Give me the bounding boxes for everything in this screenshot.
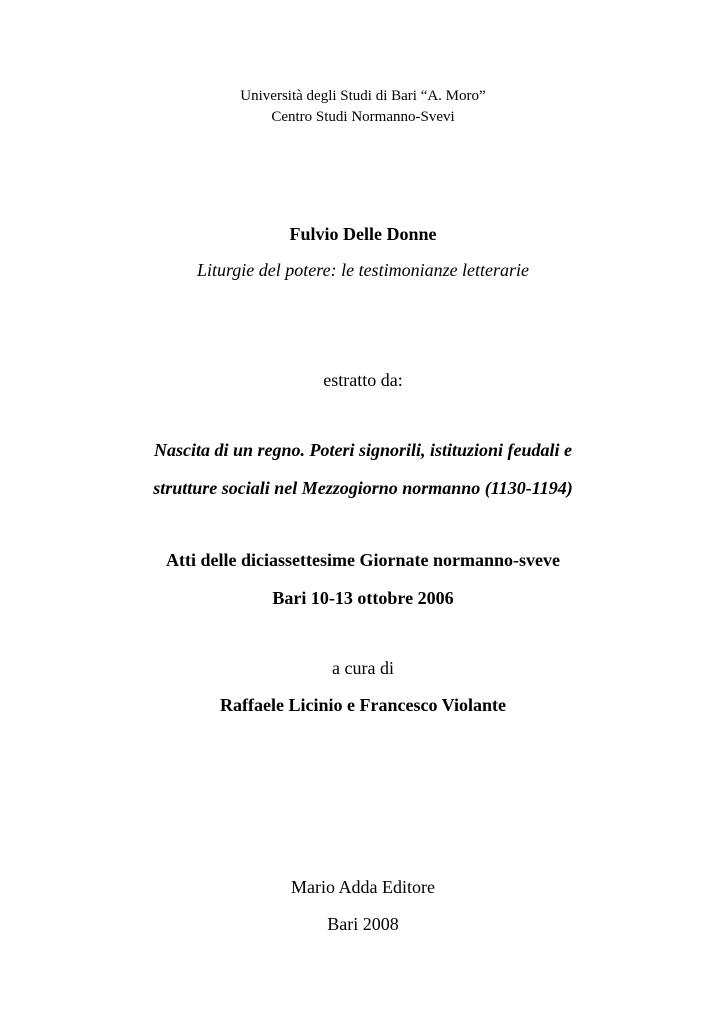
book-title-line-2: strutture sociali nel Mezzogiorno normanno (1130-1194): [153, 478, 573, 498]
extract-label: estratto da:: [323, 370, 403, 390]
research-centre-name: Centro Studi Normanno-Svevi: [271, 109, 455, 125]
proceedings-title: Atti delle diciassettesime Giornate normanno-sveve: [166, 550, 560, 570]
publication-place-year: Bari 2008: [327, 914, 399, 934]
conference-dates: Bari 10-13 ottobre 2006: [272, 588, 454, 608]
editors-names: Raffaele Licinio e Francesco Violante: [220, 695, 506, 715]
editors-label: a cura di: [332, 658, 394, 678]
university-name: Università degli Studi di Bari “A. Moro”: [240, 88, 486, 104]
book-title-line-1: Nascita di un regno. Poteri signorili, istituzioni feudali e: [153, 440, 573, 460]
author-name: Fulvio Delle Donne: [289, 224, 437, 244]
article-title: Liturgie del potere: le testimonianze letterarie: [196, 260, 530, 280]
publisher-name: Mario Adda Editore: [291, 877, 435, 897]
